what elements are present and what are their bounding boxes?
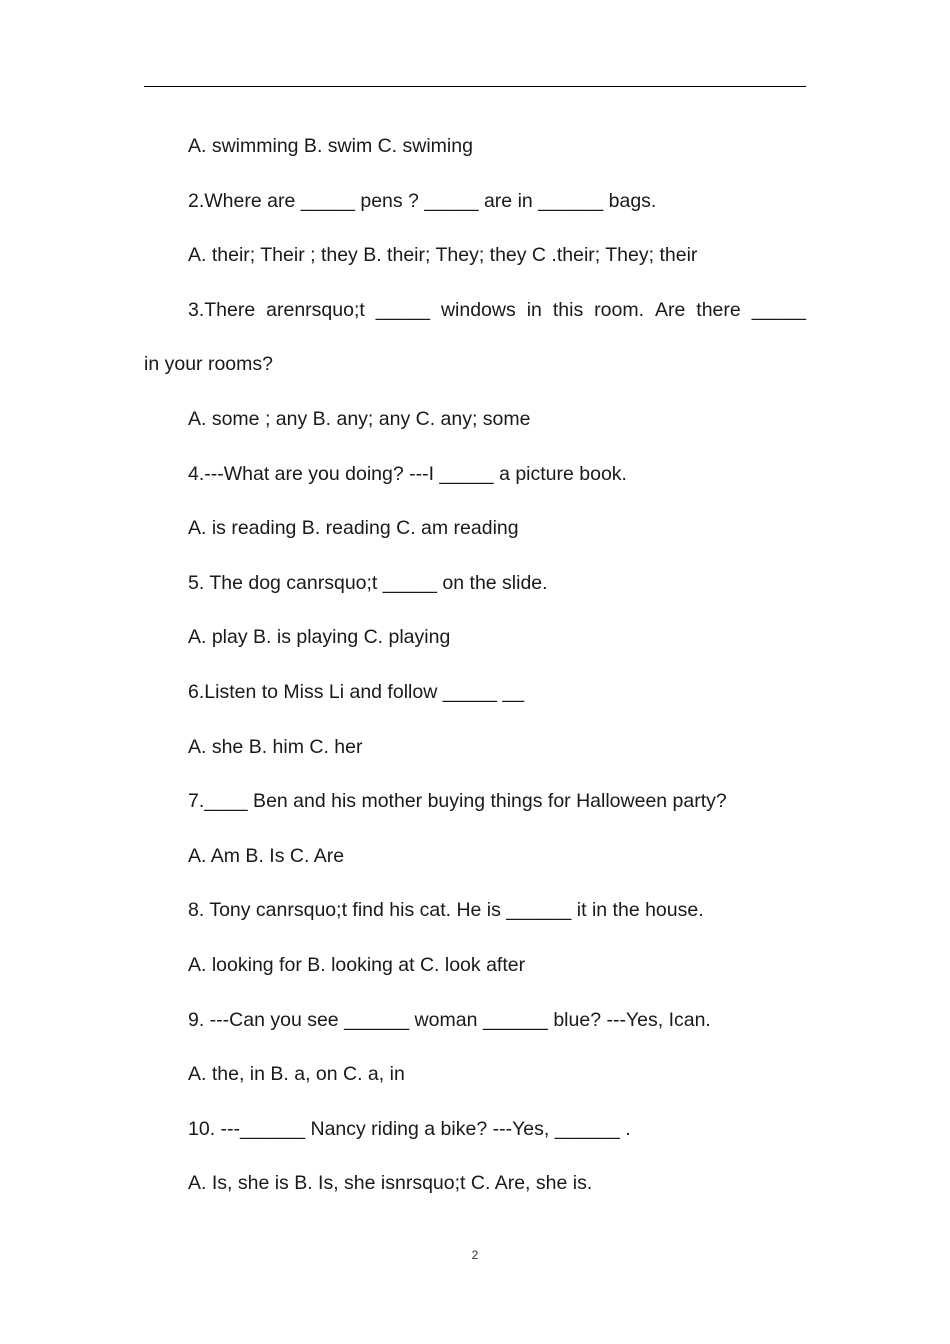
worksheet-body bbox=[144, 119, 806, 1211]
answer-options-q9: A. the, in B. a, on C. a, in bbox=[188, 1063, 405, 1086]
header-rule bbox=[144, 86, 806, 87]
question-3-word: Are bbox=[654, 298, 686, 321]
answer-options-q7: A. Am B. Is C. Are bbox=[188, 844, 345, 867]
question-2: 2.Where are _____ pens ? _____ are in ______ bags. bbox=[188, 189, 657, 212]
answer-options-q6: A. she B. him C. her bbox=[188, 735, 363, 758]
answer-options-q3: A. some ; any B. any; any C. any; some bbox=[188, 407, 531, 430]
question-8: 8. Tony canrsquo;t find his cat. He is ______ it in the house. bbox=[188, 899, 704, 922]
question-3 bbox=[144, 283, 806, 338]
question-10: 10. ---______ Nancy riding a bike? ---Yes, ______ . bbox=[188, 1117, 631, 1140]
question-4: 4.---What are you doing? ---I _____ a picture book. bbox=[188, 462, 627, 485]
question-3-word: room. bbox=[594, 298, 645, 321]
question-3-word: this bbox=[552, 298, 584, 321]
question-6: 6.Listen to Miss Li and follow _____ __ bbox=[188, 680, 525, 703]
question-3-word: in bbox=[526, 298, 542, 321]
answer-options-q1: A. swimming B. swim C. swiming bbox=[188, 135, 473, 157]
answer-options-q2: A. their; Their ; they B. their; They; they C .their; They; their bbox=[188, 244, 698, 267]
question-7: 7.____ Ben and his mother buying things for Halloween party? bbox=[188, 790, 727, 813]
answer-options-q10: A. Is, she is B. Is, she isnrsquo;t C. Are, she is. bbox=[188, 1172, 593, 1195]
question-3-word: windows bbox=[440, 298, 516, 321]
question-3-word: there bbox=[696, 298, 741, 321]
question-3-continued: in your rooms? bbox=[144, 353, 273, 376]
question-3-word: 3.There bbox=[188, 298, 256, 321]
answer-options-q4: A. is reading B. reading C. am reading bbox=[188, 517, 519, 540]
question-3-blank: _____ bbox=[375, 298, 430, 321]
question-3-blank: _____ bbox=[751, 298, 806, 321]
answer-options-q5: A. play B. is playing C. playing bbox=[188, 626, 451, 649]
answer-options-q8: A. looking for B. looking at C. look after bbox=[188, 953, 526, 976]
question-5: 5. The dog canrsquo;t _____ on the slide. bbox=[188, 571, 548, 594]
question-9: 9. ---Can you see ______ woman ______ blue? ---Yes, Ican. bbox=[188, 1008, 711, 1031]
question-3-word: arenrsquo;t bbox=[266, 298, 365, 321]
page-number: 2 bbox=[471, 1248, 479, 1262]
